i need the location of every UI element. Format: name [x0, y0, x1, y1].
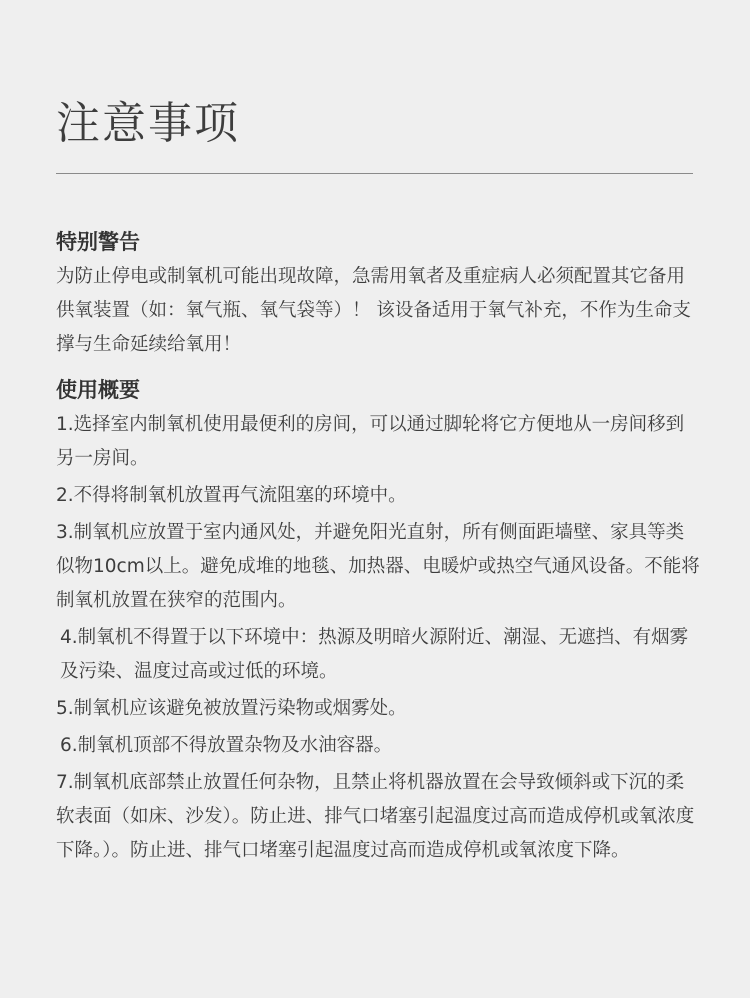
usage-item-1: 1.选择室内制氧机使用最便利的房间，可以通过脚轮将它方便地从一房间移到另一房间。: [56, 414, 685, 469]
usage-heading: 使用概要: [56, 378, 140, 402]
usage-item-3: 3.制氧机应放置于室内通风处，并避免阳光直射，所有侧面距墙壁、家具等类似物10cm以上。避免成堆的地毯、加热器、电暖炉或热空气通风设备。不能将制氧机放置在狭窄的范围内。: [56, 522, 700, 611]
warning-heading: 特别警告: [56, 230, 140, 254]
warning-section: [56, 224, 702, 362]
usage-item-4: 4.制氧机不得置于以下环境中：热源及明暗火源附近、潮湿、无遮挡、有烟雾及污染、温度过高或过低的环境。: [60, 627, 689, 682]
usage-section: [56, 372, 702, 868]
usage-item-2: 2.不得将制氧机放置再气流阻塞的环境中。: [56, 485, 407, 506]
usage-item-6: 6.制氧机顶部不得放置杂物及水油容器。: [60, 735, 393, 756]
page-title: 注意事项: [56, 98, 240, 149]
title-divider: [56, 173, 693, 174]
usage-item-5: 5.制氧机应该避免被放置污染物或烟雾处。: [56, 698, 407, 719]
usage-item-7: 7.制氧机底部禁止放置任何杂物，且禁止将机器放置在会导致倾斜或下沉的柔软表面（如床、沙发）。防止进、排气口堵塞引起温度过高而造成停机或氧浓度下降。）。防止进、排气口堵塞引起温度过高而造成停机或氧浓度下降。: [56, 772, 695, 861]
warning-text: 为防止停电或制氧机可能出现故障，急需用氧者及重症病人必须配置其它备用供氧装置（如：氧气瓶、氧气袋等）！ 该设备适用于氧气补充，不作为生命支撑与生命延续给氧用！: [56, 266, 691, 355]
content-body: [56, 224, 702, 868]
